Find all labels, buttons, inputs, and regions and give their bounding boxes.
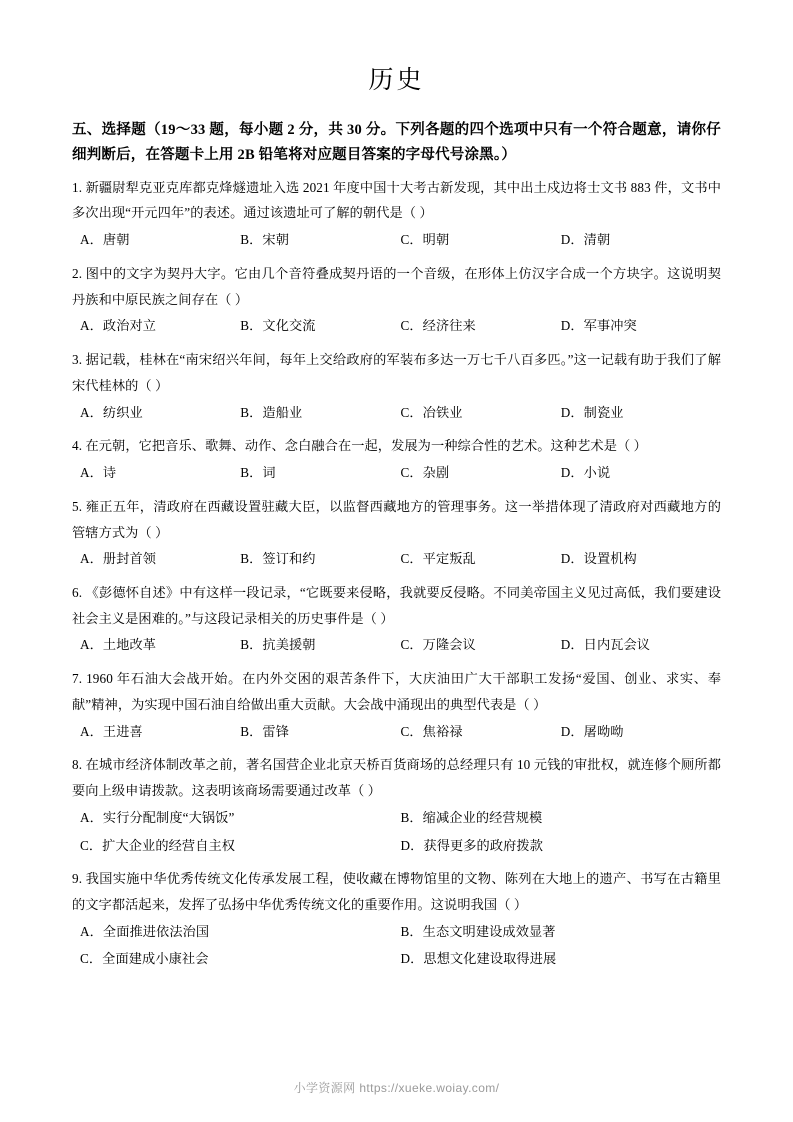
question-options: [72, 804, 721, 859]
option-c[interactable]: C．平定叛乱: [400, 551, 476, 567]
question-item: [72, 347, 721, 426]
option-c[interactable]: C．全面建成小康社会: [80, 951, 209, 967]
question-item: [72, 175, 721, 254]
option-a[interactable]: A．全面推进依法治国: [80, 923, 210, 939]
question-item: [72, 494, 721, 573]
option-b[interactable]: B．雷锋: [240, 723, 290, 739]
question-options: [72, 718, 721, 746]
option-d[interactable]: D．屠呦呦: [560, 723, 624, 739]
question-options: [72, 226, 721, 254]
option-d[interactable]: D．制瓷业: [560, 404, 624, 420]
section-heading: 五、选择题（19～33 题，每小题 2 分，共 30 分。下列各题的四个选项中只有一个符合题意，请你仔细判断后，在答题卡上用 2B 铅笔将对应题目答案的字母代号涂黑。）: [72, 122, 721, 164]
question-item: [72, 866, 721, 973]
option-c[interactable]: C．明朝: [400, 232, 450, 248]
option-c[interactable]: C．冶铁业: [400, 404, 463, 420]
question-stem: 1. 新疆尉犁克亚克库都克烽燧遗址入选 2021 年度中国十大考古新发现，其中出土戍边将士文书 883 件，文书中多次出现“开元四年”的表述。通过该遗址可了解的朝代是（ ）: [72, 179, 721, 221]
option-b[interactable]: B．宋朝: [240, 232, 290, 248]
question-stem: 4. 在元朝，它把音乐、歌舞、动作、念白融合在一起，发展为一种综合性的艺术。这种艺术是（ ）: [72, 438, 647, 454]
option-a[interactable]: A．诗: [80, 465, 117, 481]
option-a[interactable]: A．政治对立: [80, 318, 157, 334]
option-c[interactable]: C．焦裕禄: [400, 723, 463, 739]
option-c[interactable]: C．杂剧: [400, 465, 450, 481]
option-b[interactable]: B．生态文明建设成效显著: [400, 923, 556, 939]
question-options: [72, 545, 721, 573]
option-a[interactable]: A．王进喜: [80, 723, 143, 739]
question-stem: 6. 《彭德怀自述》中有这样一段记录，“它既要来侵略，我就要反侵略。不同美帝国主义见过高低，我们要建设社会主义是困难的。”与这段记录相关的历史事件是（ ）: [72, 584, 721, 626]
option-d[interactable]: D．清朝: [560, 232, 611, 248]
question-item: [72, 752, 721, 859]
question-item: [72, 666, 721, 745]
option-a[interactable]: A．纺织业: [80, 404, 143, 420]
question-options: [72, 312, 721, 340]
option-a[interactable]: A．唐朝: [80, 232, 130, 248]
option-b[interactable]: B．签订和约: [240, 551, 316, 567]
option-c[interactable]: C．扩大企业的经营自主权: [80, 837, 236, 853]
question-options: [72, 631, 721, 659]
option-b[interactable]: B．词: [240, 465, 276, 481]
question-stem: 7. 1960 年石油大会战开始。在内外交困的艰苦条件下，大庆油田广大干部职工发扬“爱国、创业、求实、奉献”精神，为实现中国石油自给做出重大贡献。大会战中涌现出的典型代表是（ ）: [72, 671, 721, 712]
question-stem: 8. 在城市经济体制改革之前，著名国营企业北京天桥百货商场的总经理只有 10 元钱的审批权，就连修个厕所都要向上级申请拨款。这表明该商场需要通过改革（ ）: [72, 757, 721, 799]
option-b[interactable]: B．文化交流: [240, 318, 316, 334]
option-d[interactable]: D．思想文化建设取得进展: [400, 951, 557, 967]
option-c[interactable]: C．万隆会议: [400, 637, 476, 653]
option-b[interactable]: B．缩减企业的经营规模: [400, 809, 543, 825]
question-stem: 9. 我国实施中华优秀传统文化传承发展工程，使收藏在博物馆里的文物、陈列在大地上的遗产、书写在古籍里的文字都活起来，发挥了弘扬中华优秀传统文化的重要作用。这说明我国（ ）: [72, 871, 721, 912]
option-a[interactable]: A．土地改革: [80, 637, 157, 653]
option-d[interactable]: D．小说: [560, 465, 611, 481]
option-d[interactable]: D．设置机构: [560, 551, 637, 567]
question-options: [72, 918, 721, 973]
option-a[interactable]: A．实行分配制度“大锅饭”: [80, 809, 235, 825]
option-c[interactable]: C．经济往来: [400, 318, 476, 334]
question-item: [72, 261, 721, 340]
question-options: [72, 399, 721, 427]
question-stem: 3. 据记载，桂林在“南宋绍兴年间，每年上交给政府的军装布多达一万七千八百多匹。”这一记载有助于我们了解宋代桂林的（ ）: [72, 352, 721, 393]
question-options: [72, 459, 721, 487]
option-d[interactable]: D．获得更多的政府拨款: [400, 837, 543, 853]
option-d[interactable]: D．日内瓦会议: [560, 637, 651, 653]
option-a[interactable]: A．册封首领: [80, 551, 157, 567]
page-title: 历史: [368, 67, 425, 94]
watermark: 小学资源网 https://xueke.woiay.com/: [293, 1081, 500, 1095]
option-d[interactable]: D．军事冲突: [560, 318, 637, 334]
question-stem: 2. 图中的文字为契丹大字。它由几个音符叠成契丹语的一个音级，在形体上仿汉字合成一个方块字。这说明契丹族和中原民族之间存在（ ）: [72, 265, 721, 307]
option-b[interactable]: B．造船业: [240, 404, 303, 420]
option-b[interactable]: B．抗美援朝: [240, 637, 316, 653]
question-item: [72, 580, 721, 659]
question-stem: 5. 雍正五年，清政府在西藏设置驻藏大臣，以监督西藏地方的管理事务。这一举措体现了清政府对西藏地方的管辖方式为（ ）: [72, 498, 721, 540]
question-item: [72, 433, 721, 486]
